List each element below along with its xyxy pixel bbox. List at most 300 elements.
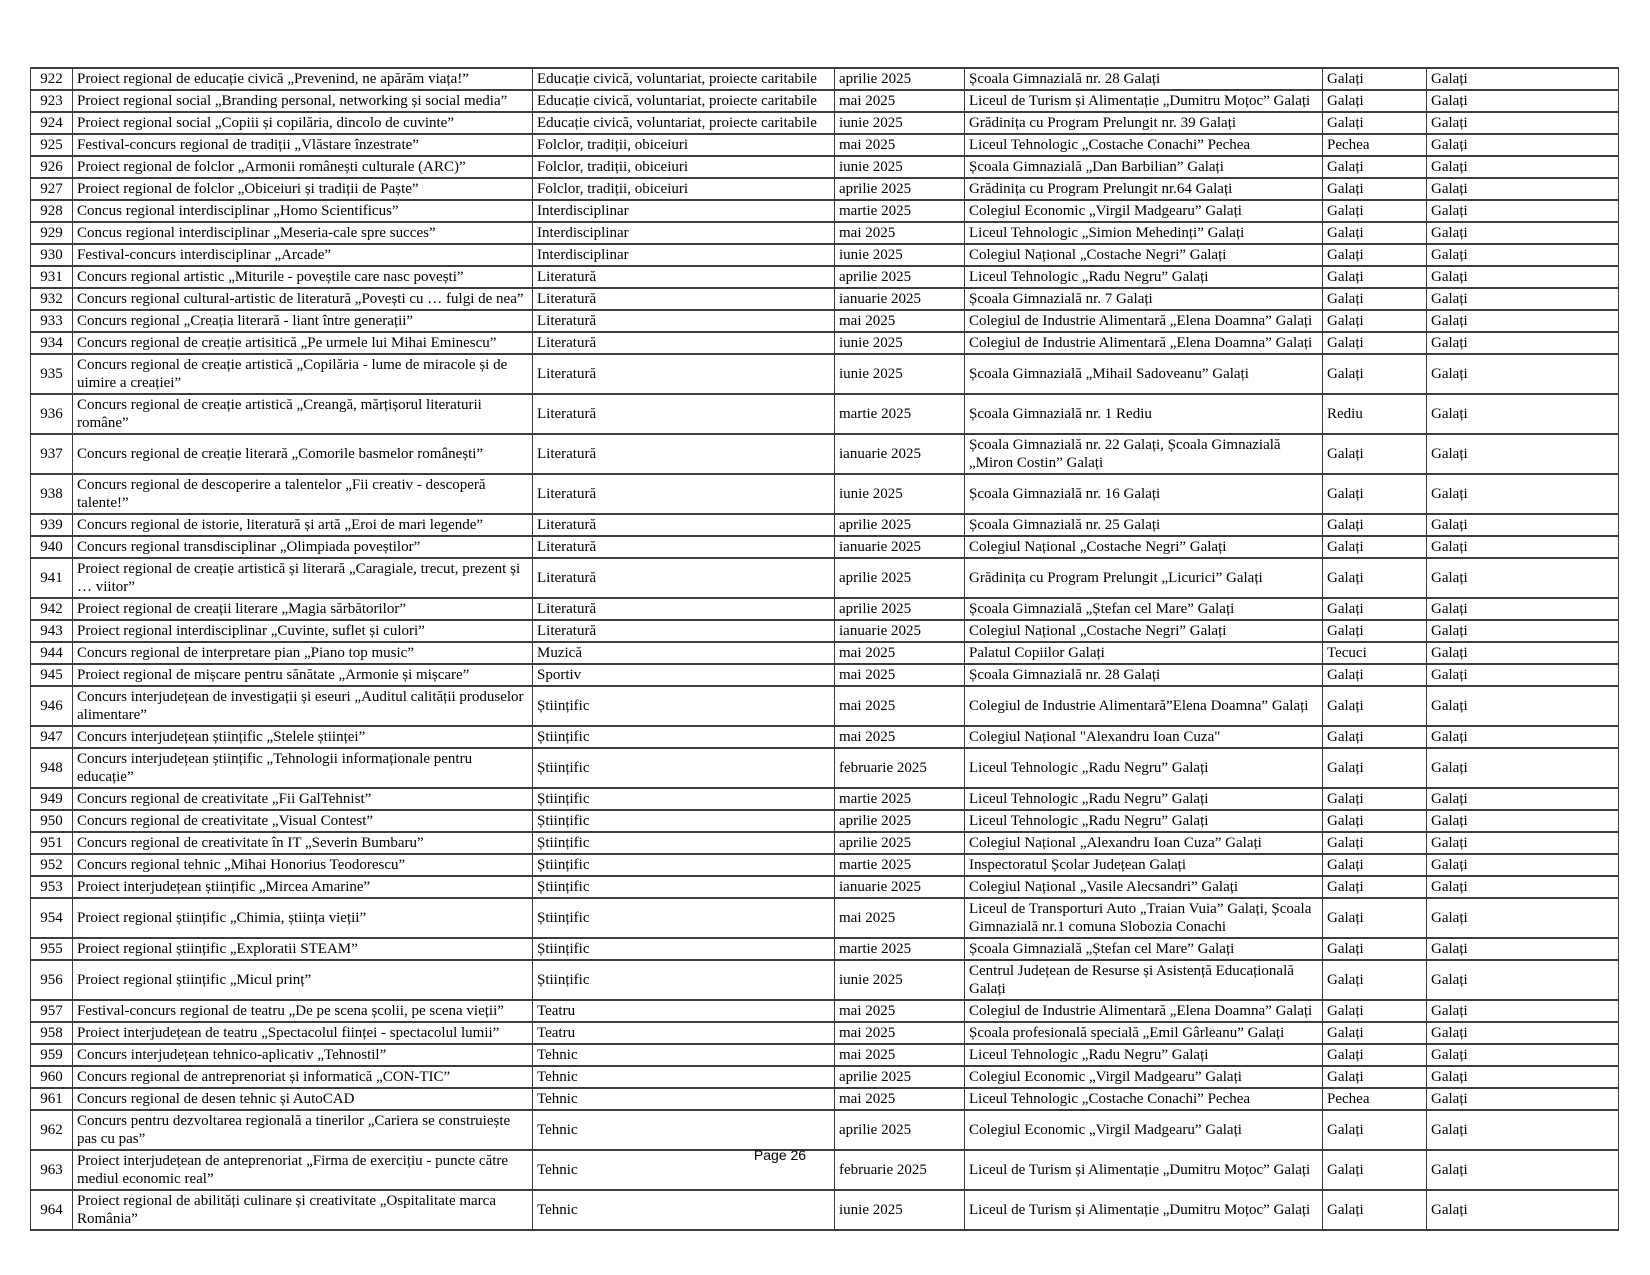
cell-title: Concurs regional de creație artistică „Creangă, mărțișorul literaturii române” bbox=[73, 394, 533, 434]
cell-nr: 960 bbox=[31, 1066, 73, 1088]
cell-city: Galați bbox=[1323, 898, 1427, 938]
cell-county: Galați bbox=[1427, 788, 1619, 810]
cell-county: Galați bbox=[1427, 664, 1619, 686]
cell-county: Galați bbox=[1427, 1044, 1619, 1066]
cell-organizer: Centrul Județean de Resurse și Asistență Educațională Galați bbox=[965, 960, 1323, 1000]
cell-organizer: Colegiul de Industrie Alimentară „Elena Doamna” Galați bbox=[965, 332, 1323, 354]
cell-nr: 936 bbox=[31, 394, 73, 434]
cell-title: Proiect interjudețean științific „Mircea Amarine” bbox=[73, 876, 533, 898]
cell-county: Galați bbox=[1427, 1110, 1619, 1150]
table-row bbox=[31, 1110, 1619, 1150]
cell-date: martie 2025 bbox=[835, 854, 965, 876]
cell-county: Galați bbox=[1427, 1066, 1619, 1088]
cell-date: ianuarie 2025 bbox=[835, 536, 965, 558]
cell-title: Concurs regional transdisciplinar „Olimpiada poveștilor” bbox=[73, 536, 533, 558]
cell-date: mai 2025 bbox=[835, 726, 965, 748]
cell-title: Proiect regional științific „Chimia, știința vieții” bbox=[73, 898, 533, 938]
cell-city: Tecuci bbox=[1323, 642, 1427, 664]
cell-organizer: Liceul Tehnologic „Radu Negru” Galați bbox=[965, 266, 1323, 288]
cell-date: mai 2025 bbox=[835, 134, 965, 156]
cell-organizer: Școala Gimnazială „Mihail Sadoveanu” Galați bbox=[965, 354, 1323, 394]
cell-nr: 946 bbox=[31, 686, 73, 726]
cell-domain: Științific bbox=[533, 938, 835, 960]
cell-date: mai 2025 bbox=[835, 1000, 965, 1022]
cell-domain: Literatură bbox=[533, 310, 835, 332]
cell-title: Concurs regional de desen tehnic și AutoCAD bbox=[73, 1088, 533, 1110]
cell-county: Galați bbox=[1427, 832, 1619, 854]
cell-date: iunie 2025 bbox=[835, 156, 965, 178]
cell-nr: 961 bbox=[31, 1088, 73, 1110]
cell-domain: Interdisciplinar bbox=[533, 222, 835, 244]
cell-county: Galați bbox=[1427, 898, 1619, 938]
cell-nr: 950 bbox=[31, 810, 73, 832]
cell-title: Concurs interjudețean științific „Stelele științei” bbox=[73, 726, 533, 748]
cell-city: Galați bbox=[1323, 536, 1427, 558]
cell-nr: 935 bbox=[31, 354, 73, 394]
cell-city: Galați bbox=[1323, 112, 1427, 134]
cell-county: Galați bbox=[1427, 332, 1619, 354]
table-row bbox=[31, 156, 1619, 178]
table-row bbox=[31, 938, 1619, 960]
table-row bbox=[31, 960, 1619, 1000]
cell-nr: 953 bbox=[31, 876, 73, 898]
cell-organizer: Liceul Tehnologic „Radu Negru” Galați bbox=[965, 1044, 1323, 1066]
cell-domain: Folclor, tradiții, obiceiuri bbox=[533, 134, 835, 156]
cell-title: Festival-concurs interdisciplinar „Arcade” bbox=[73, 244, 533, 266]
cell-date: ianuarie 2025 bbox=[835, 288, 965, 310]
cell-nr: 924 bbox=[31, 112, 73, 134]
cell-title: Concurs interjudețean științific „Tehnologii informaționale pentru educație” bbox=[73, 748, 533, 788]
cell-domain: Științific bbox=[533, 960, 835, 1000]
cell-title: Concurs regional „Creația literară - liant între generații” bbox=[73, 310, 533, 332]
cell-organizer: Școala Gimnazială nr. 16 Galați bbox=[965, 474, 1323, 514]
cell-city: Galați bbox=[1323, 832, 1427, 854]
cell-date: aprilie 2025 bbox=[835, 1110, 965, 1150]
cell-organizer: Colegiul Economic „Virgil Madgearu” Galați bbox=[965, 1110, 1323, 1150]
cell-city: Galați bbox=[1323, 788, 1427, 810]
cell-domain: Educație civică, voluntariat, proiecte caritabile bbox=[533, 112, 835, 134]
table-row bbox=[31, 788, 1619, 810]
cell-organizer: Grădinița cu Program Prelungit nr. 39 Galați bbox=[965, 112, 1323, 134]
cell-title: Concurs regional de creație artistică „Copilăria - lume de miracole și de uimire a creației” bbox=[73, 354, 533, 394]
table-row bbox=[31, 810, 1619, 832]
cell-title: Concurs regional de descoperire a talentelor „Fii creativ - descoperă talente!” bbox=[73, 474, 533, 514]
cell-domain: Literatură bbox=[533, 558, 835, 598]
cell-county: Galați bbox=[1427, 686, 1619, 726]
table-row bbox=[31, 514, 1619, 536]
table-row bbox=[31, 434, 1619, 474]
cell-county: Galați bbox=[1427, 558, 1619, 598]
table-row bbox=[31, 832, 1619, 854]
table-row bbox=[31, 898, 1619, 938]
cell-organizer: Colegiul Național „Costache Negri” Galați bbox=[965, 620, 1323, 642]
cell-date: mai 2025 bbox=[835, 664, 965, 686]
cell-nr: 922 bbox=[31, 68, 73, 90]
cell-domain: Tehnic bbox=[533, 1066, 835, 1088]
cell-organizer: Școala Gimnazială „Dan Barbilian” Galați bbox=[965, 156, 1323, 178]
cell-domain: Literatură bbox=[533, 394, 835, 434]
cell-title: Concurs regional artistic „Miturile - poveștile care nasc povești” bbox=[73, 266, 533, 288]
cell-county: Galați bbox=[1427, 178, 1619, 200]
cell-title: Proiect regional științific „Exploratii STEAM” bbox=[73, 938, 533, 960]
cell-organizer: Grădinița cu Program Prelungit nr.64 Galați bbox=[965, 178, 1323, 200]
cell-city: Galați bbox=[1323, 726, 1427, 748]
cell-nr: 944 bbox=[31, 642, 73, 664]
cell-domain: Interdisciplinar bbox=[533, 244, 835, 266]
table-row bbox=[31, 876, 1619, 898]
cell-date: aprilie 2025 bbox=[835, 514, 965, 536]
cell-county: Galați bbox=[1427, 434, 1619, 474]
cell-city: Galați bbox=[1323, 748, 1427, 788]
cell-title: Proiect regional științific „Micul prinț” bbox=[73, 960, 533, 1000]
cell-domain: Tehnic bbox=[533, 1150, 835, 1190]
cell-city: Galați bbox=[1323, 434, 1427, 474]
table-row bbox=[31, 1044, 1619, 1066]
cell-city: Galați bbox=[1323, 664, 1427, 686]
cell-date: martie 2025 bbox=[835, 200, 965, 222]
cell-nr: 938 bbox=[31, 474, 73, 514]
cell-city: Galați bbox=[1323, 178, 1427, 200]
cell-city: Galați bbox=[1323, 558, 1427, 598]
cell-organizer: Școala Gimnazială „Ștefan cel Mare” Galați bbox=[965, 598, 1323, 620]
cell-title: Proiect regional de abilități culinare și creativitate „Ospitalitate marca România” bbox=[73, 1190, 533, 1230]
cell-nr: 945 bbox=[31, 664, 73, 686]
cell-city: Galați bbox=[1323, 938, 1427, 960]
table-row bbox=[31, 68, 1619, 90]
cell-city: Galați bbox=[1323, 310, 1427, 332]
cell-nr: 926 bbox=[31, 156, 73, 178]
cell-nr: 940 bbox=[31, 536, 73, 558]
cell-city: Galați bbox=[1323, 598, 1427, 620]
cell-date: mai 2025 bbox=[835, 642, 965, 664]
cell-title: Concurs regional de antreprenoriat și informatică „CON-TIC” bbox=[73, 1066, 533, 1088]
cell-county: Galați bbox=[1427, 1022, 1619, 1044]
cell-domain: Științific bbox=[533, 898, 835, 938]
cell-domain: Științific bbox=[533, 810, 835, 832]
cell-date: iunie 2025 bbox=[835, 244, 965, 266]
cell-city: Galați bbox=[1323, 1190, 1427, 1230]
cell-city: Galați bbox=[1323, 1066, 1427, 1088]
table-row bbox=[31, 1022, 1619, 1044]
cell-date: iunie 2025 bbox=[835, 112, 965, 134]
cell-date: iunie 2025 bbox=[835, 1190, 965, 1230]
cell-title: Proiect regional de mișcare pentru sănătate „Armonie și mișcare” bbox=[73, 664, 533, 686]
cell-county: Galați bbox=[1427, 514, 1619, 536]
cell-domain: Științific bbox=[533, 686, 835, 726]
cell-nr: 963 bbox=[31, 1150, 73, 1190]
cell-county: Galați bbox=[1427, 938, 1619, 960]
cell-organizer: Colegiul de Industrie Alimentară „Elena Doamna” Galați bbox=[965, 310, 1323, 332]
cell-title: Proiect regional social „Branding personal, networking și social media” bbox=[73, 90, 533, 112]
cell-domain: Interdisciplinar bbox=[533, 200, 835, 222]
cell-date: martie 2025 bbox=[835, 788, 965, 810]
cell-organizer: Liceul Tehnologic „Radu Negru” Galați bbox=[965, 788, 1323, 810]
cell-title: Concurs regional de interpretare pian „Piano top music” bbox=[73, 642, 533, 664]
cell-organizer: Palatul Copiilor Galați bbox=[965, 642, 1323, 664]
cell-organizer: Inspectoratul Școlar Județean Galați bbox=[965, 854, 1323, 876]
cell-organizer: Colegiul Economic „Virgil Madgearu” Galați bbox=[965, 1066, 1323, 1088]
cell-domain: Teatru bbox=[533, 1022, 835, 1044]
cell-organizer: Colegiul Economic „Virgil Madgearu” Galați bbox=[965, 200, 1323, 222]
cell-nr: 943 bbox=[31, 620, 73, 642]
cell-date: ianuarie 2025 bbox=[835, 620, 965, 642]
table-row bbox=[31, 536, 1619, 558]
cell-city: Galați bbox=[1323, 1110, 1427, 1150]
table-row bbox=[31, 288, 1619, 310]
cell-title: Proiect interjudețean de teatru „Spectacolul ființei - spectacolul lumii” bbox=[73, 1022, 533, 1044]
table-row bbox=[31, 266, 1619, 288]
cell-domain: Literatură bbox=[533, 354, 835, 394]
cell-domain: Științific bbox=[533, 876, 835, 898]
cell-city: Pechea bbox=[1323, 134, 1427, 156]
cell-nr: 932 bbox=[31, 288, 73, 310]
cell-date: aprilie 2025 bbox=[835, 266, 965, 288]
cell-nr: 925 bbox=[31, 134, 73, 156]
cell-nr: 949 bbox=[31, 788, 73, 810]
cell-organizer: Colegiul Național „Alexandru Ioan Cuza” Galați bbox=[965, 832, 1323, 854]
cell-title: Concurs pentru dezvoltarea regională a tinerilor „Cariera se construiește pas cu pas” bbox=[73, 1110, 533, 1150]
cell-date: ianuarie 2025 bbox=[835, 434, 965, 474]
cell-county: Galați bbox=[1427, 726, 1619, 748]
cell-city: Galați bbox=[1323, 876, 1427, 898]
table-row bbox=[31, 112, 1619, 134]
cell-title: Concurs regional de istorie, literatură și artă „Eroi de mari legende” bbox=[73, 514, 533, 536]
cell-organizer: Liceul de Turism și Alimentație „Dumitru Moțoc” Galați bbox=[965, 90, 1323, 112]
cell-city: Pechea bbox=[1323, 1088, 1427, 1110]
cell-county: Galați bbox=[1427, 854, 1619, 876]
cell-date: mai 2025 bbox=[835, 90, 965, 112]
cell-organizer: Liceul Tehnologic „Costache Conachi” Pechea bbox=[965, 134, 1323, 156]
cell-nr: 957 bbox=[31, 1000, 73, 1022]
cell-organizer: Liceul Tehnologic „Simion Mehedinți” Galați bbox=[965, 222, 1323, 244]
cell-organizer: Colegiul Național "Alexandru Ioan Cuza" bbox=[965, 726, 1323, 748]
cell-organizer: Școala Gimnazială „Ștefan cel Mare” Galați bbox=[965, 938, 1323, 960]
cell-title: Concurs regional de creație artisitică „Pe urmele lui Mihai Eminescu” bbox=[73, 332, 533, 354]
cell-title: Proiect regional de folclor „Obiceiuri și tradiții de Paște” bbox=[73, 178, 533, 200]
cell-city: Galați bbox=[1323, 810, 1427, 832]
cell-county: Galați bbox=[1427, 1000, 1619, 1022]
cell-county: Galați bbox=[1427, 810, 1619, 832]
cell-domain: Tehnic bbox=[533, 1110, 835, 1150]
cell-domain: Literatură bbox=[533, 536, 835, 558]
cell-city: Galați bbox=[1323, 90, 1427, 112]
cell-nr: 942 bbox=[31, 598, 73, 620]
cell-nr: 934 bbox=[31, 332, 73, 354]
cell-county: Galați bbox=[1427, 1088, 1619, 1110]
cell-county: Galați bbox=[1427, 474, 1619, 514]
cell-date: iunie 2025 bbox=[835, 354, 965, 394]
cell-nr: 959 bbox=[31, 1044, 73, 1066]
cell-title: Proiect regional social „Copiii și copilăria, dincolo de cuvinte” bbox=[73, 112, 533, 134]
cell-date: iunie 2025 bbox=[835, 960, 965, 1000]
cell-date: martie 2025 bbox=[835, 394, 965, 434]
cell-city: Galați bbox=[1323, 222, 1427, 244]
cell-date: mai 2025 bbox=[835, 686, 965, 726]
table-row bbox=[31, 134, 1619, 156]
cell-county: Galați bbox=[1427, 1190, 1619, 1230]
cell-organizer: Liceul de Turism și Alimentație „Dumitru Moțoc” Galați bbox=[965, 1190, 1323, 1230]
table-row bbox=[31, 244, 1619, 266]
cell-city: Galați bbox=[1323, 686, 1427, 726]
cell-organizer: Școala Gimnazială nr. 28 Galați bbox=[965, 68, 1323, 90]
cell-county: Galați bbox=[1427, 748, 1619, 788]
cell-county: Galați bbox=[1427, 598, 1619, 620]
cell-nr: 923 bbox=[31, 90, 73, 112]
cell-date: februarie 2025 bbox=[835, 748, 965, 788]
cell-date: aprilie 2025 bbox=[835, 178, 965, 200]
table-row bbox=[31, 90, 1619, 112]
cell-domain: Științific bbox=[533, 726, 835, 748]
cell-title: Concurs regional de creativitate în IT „Severin Bumbaru” bbox=[73, 832, 533, 854]
cell-nr: 928 bbox=[31, 200, 73, 222]
cell-nr: 964 bbox=[31, 1190, 73, 1230]
cell-title: Proiect regional de creații literare „Magia sărbătorilor” bbox=[73, 598, 533, 620]
cell-nr: 939 bbox=[31, 514, 73, 536]
cell-domain: Științific bbox=[533, 832, 835, 854]
cell-date: aprilie 2025 bbox=[835, 598, 965, 620]
cell-county: Galați bbox=[1427, 536, 1619, 558]
table-row bbox=[31, 474, 1619, 514]
cell-nr: 930 bbox=[31, 244, 73, 266]
cell-county: Galați bbox=[1427, 200, 1619, 222]
cell-domain: Tehnic bbox=[533, 1088, 835, 1110]
cell-date: aprilie 2025 bbox=[835, 68, 965, 90]
cell-date: mai 2025 bbox=[835, 898, 965, 938]
cell-city: Galați bbox=[1323, 288, 1427, 310]
cell-organizer: Colegiul de Industrie Alimentară”Elena Doamna” Galați bbox=[965, 686, 1323, 726]
cell-county: Galați bbox=[1427, 642, 1619, 664]
cell-organizer: Liceul de Transporturi Auto „Traian Vuia” Galați, Școala Gimnazială nr.1 comuna Slobozia Conachi bbox=[965, 898, 1323, 938]
cell-organizer: Școala Gimnazială nr. 25 Galați bbox=[965, 514, 1323, 536]
table-row bbox=[31, 1066, 1619, 1088]
cell-organizer: Liceul Tehnologic „Radu Negru” Galați bbox=[965, 810, 1323, 832]
table-row bbox=[31, 310, 1619, 332]
cell-county: Galați bbox=[1427, 222, 1619, 244]
cell-nr: 937 bbox=[31, 434, 73, 474]
cell-county: Galați bbox=[1427, 310, 1619, 332]
cell-domain: Științific bbox=[533, 788, 835, 810]
cell-domain: Educație civică, voluntariat, proiecte caritabile bbox=[533, 90, 835, 112]
cell-title: Concus regional interdisciplinar „Homo Scientificus” bbox=[73, 200, 533, 222]
cell-domain: Literatură bbox=[533, 332, 835, 354]
cell-domain: Folclor, tradiții, obiceiuri bbox=[533, 156, 835, 178]
cell-domain: Muzică bbox=[533, 642, 835, 664]
cell-title: Concurs regional tehnic „Mihai Honorius Teodorescu” bbox=[73, 854, 533, 876]
cell-organizer: Liceul Tehnologic „Radu Negru” Galați bbox=[965, 748, 1323, 788]
cell-title: Proiect interjudețean de anteprenoriat „Firma de exercițiu - puncte către mediul economic real” bbox=[73, 1150, 533, 1190]
cell-date: iunie 2025 bbox=[835, 474, 965, 514]
cell-city: Galați bbox=[1323, 266, 1427, 288]
cell-date: mai 2025 bbox=[835, 222, 965, 244]
cell-domain: Educație civică, voluntariat, proiecte caritabile bbox=[533, 68, 835, 90]
cell-nr: 962 bbox=[31, 1110, 73, 1150]
cell-nr: 955 bbox=[31, 938, 73, 960]
cell-date: mai 2025 bbox=[835, 1088, 965, 1110]
cell-city: Galați bbox=[1323, 514, 1427, 536]
cell-city: Galați bbox=[1323, 474, 1427, 514]
cell-county: Galați bbox=[1427, 90, 1619, 112]
cell-date: aprilie 2025 bbox=[835, 810, 965, 832]
cell-county: Galați bbox=[1427, 134, 1619, 156]
cell-domain: Literatură bbox=[533, 620, 835, 642]
cell-title: Concurs interjudețean de investigații și eseuri „Auditul calității produselor alimentare” bbox=[73, 686, 533, 726]
cell-nr: 956 bbox=[31, 960, 73, 1000]
cell-nr: 952 bbox=[31, 854, 73, 876]
cell-date: martie 2025 bbox=[835, 938, 965, 960]
cell-nr: 958 bbox=[31, 1022, 73, 1044]
cell-city: Galați bbox=[1323, 68, 1427, 90]
table-row bbox=[31, 222, 1619, 244]
cell-domain: Literatură bbox=[533, 598, 835, 620]
cell-organizer: Școala profesională specială „Emil Gârleanu” Galați bbox=[965, 1022, 1323, 1044]
cell-title: Concurs regional de creativitate „Fii GalTehnist” bbox=[73, 788, 533, 810]
cell-nr: 931 bbox=[31, 266, 73, 288]
page-number: Page 26 bbox=[753, 1147, 807, 1163]
cell-county: Galați bbox=[1427, 1150, 1619, 1190]
cell-organizer: Liceul de Turism și Alimentație „Dumitru Moțoc” Galați bbox=[965, 1150, 1323, 1190]
cell-title: Concus regional interdisciplinar „Meseria-cale spre succes” bbox=[73, 222, 533, 244]
table-row bbox=[31, 1190, 1619, 1230]
cell-title: Proiect regional de folclor „Armonii românești culturale (ARC)” bbox=[73, 156, 533, 178]
cell-domain: Sportiv bbox=[533, 664, 835, 686]
cell-title: Festival-concurs regional de tradiții „Vlăstare înzestrate” bbox=[73, 134, 533, 156]
cell-organizer: Școala Gimnazială nr. 22 Galați, Școala Gimnazială „Miron Costin” Galați bbox=[965, 434, 1323, 474]
cell-date: mai 2025 bbox=[835, 310, 965, 332]
cell-organizer: Colegiul Național „Vasile Alecsandri” Galați bbox=[965, 876, 1323, 898]
cell-city: Galați bbox=[1323, 354, 1427, 394]
table-row bbox=[31, 1088, 1619, 1110]
cell-date: aprilie 2025 bbox=[835, 558, 965, 598]
cell-title: Proiect regional interdisciplinar „Cuvinte, suflet și culori” bbox=[73, 620, 533, 642]
cell-date: februarie 2025 bbox=[835, 1150, 965, 1190]
cell-county: Galați bbox=[1427, 620, 1619, 642]
cell-city: Galați bbox=[1323, 1000, 1427, 1022]
cell-domain: Literatură bbox=[533, 434, 835, 474]
cell-domain: Tehnic bbox=[533, 1190, 835, 1230]
cell-title: Concurs regional de creație literară „Comorile basmelor românești” bbox=[73, 434, 533, 474]
cell-title: Concurs regional cultural-artistic de literatură „Povești cu … fulgi de nea” bbox=[73, 288, 533, 310]
table-row bbox=[31, 748, 1619, 788]
cell-organizer: Școala Gimnazială nr. 7 Galați bbox=[965, 288, 1323, 310]
cell-city: Galați bbox=[1323, 620, 1427, 642]
cell-county: Galați bbox=[1427, 266, 1619, 288]
cell-title: Concurs interjudețean tehnico-aplicativ „Tehnostil” bbox=[73, 1044, 533, 1066]
cell-city: Rediu bbox=[1323, 394, 1427, 434]
table-row bbox=[31, 354, 1619, 394]
cell-city: Galați bbox=[1323, 1022, 1427, 1044]
cell-county: Galați bbox=[1427, 156, 1619, 178]
table-row bbox=[31, 332, 1619, 354]
cell-title: Concurs regional de creativitate „Visual Contest” bbox=[73, 810, 533, 832]
cell-date: iunie 2025 bbox=[835, 332, 965, 354]
cell-county: Galați bbox=[1427, 354, 1619, 394]
cell-nr: 954 bbox=[31, 898, 73, 938]
cell-domain: Tehnic bbox=[533, 1044, 835, 1066]
cell-city: Galați bbox=[1323, 332, 1427, 354]
cell-nr: 941 bbox=[31, 558, 73, 598]
cell-city: Galați bbox=[1323, 156, 1427, 178]
cell-city: Galați bbox=[1323, 244, 1427, 266]
cell-organizer: Colegiul Național „Costache Negri” Galați bbox=[965, 536, 1323, 558]
cell-domain: Teatru bbox=[533, 1000, 835, 1022]
table-row bbox=[31, 558, 1619, 598]
cell-domain: Științific bbox=[533, 748, 835, 788]
cell-county: Galați bbox=[1427, 960, 1619, 1000]
cell-county: Galați bbox=[1427, 288, 1619, 310]
cell-city: Galați bbox=[1323, 960, 1427, 1000]
cell-county: Galați bbox=[1427, 394, 1619, 434]
cell-county: Galați bbox=[1427, 68, 1619, 90]
